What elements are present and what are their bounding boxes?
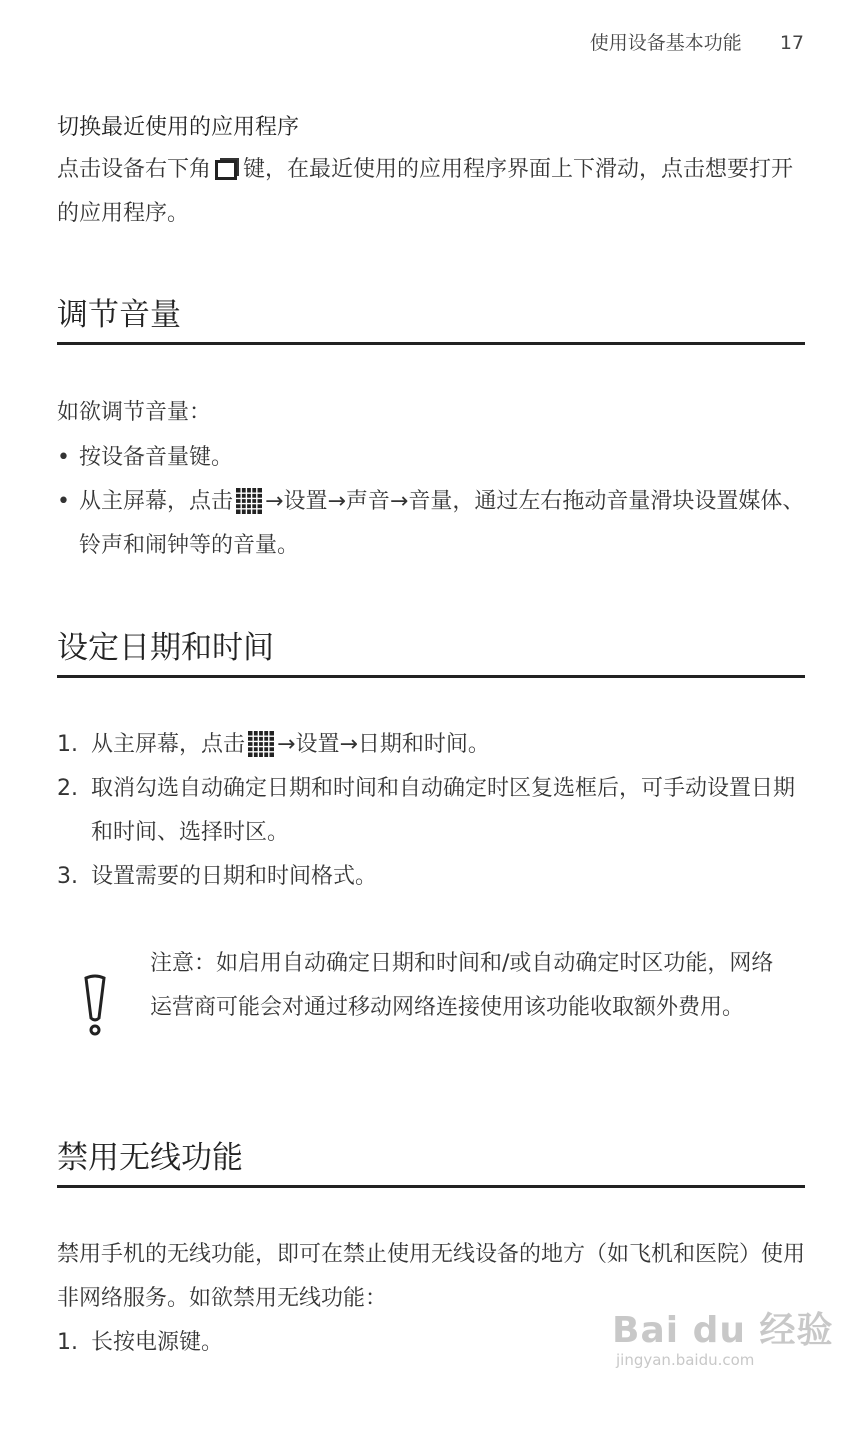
baidu-watermark [612,1302,834,1369]
list-item: 1. 从主屏幕，点击 →设置→日期和时间。 [57,723,807,767]
list-item: • 按设备音量键。 [57,436,807,480]
watermark-brand: Bai du 经验 [612,1310,834,1351]
bullet-text: 按设备音量键。 [79,445,234,470]
step-text: 长按电源键。 [91,1330,224,1355]
header-title: 使用设备基本功能 [589,32,742,54]
recent-apps-icon [215,158,239,180]
step-text: 从主屏幕，点击 →设置→日期和时间。 [91,732,490,757]
page-header [590,28,804,55]
app-grid-icon [248,731,274,757]
list-item: 1. 长按电源键。 [57,1321,807,1365]
exclamation-icon [82,974,108,1038]
recent-apps-body-end: 键，在最近使用的应用程序界面上下滑动，点击想要打开的应用程序。 [57,157,794,226]
watermark-url: jingyan.baidu.com [616,1351,755,1369]
recent-apps-body-start: 点击设备右下角 [57,157,212,182]
volume-intro: 如欲调节音量： [57,400,212,425]
bullet-text: 从主屏幕，点击 →设置→声音→音量，通过左右拖动音量滑块设置媒体、铃声和闹钟等的音量。 [79,489,805,558]
list-item: 2. 取消勾选自动确定日期和时间和自动确定时区复选框后，可手动设置日期和时间、选择时区。 [57,767,807,855]
step-text: 取消勾选自动确定日期和时间和自动确定时区复选框后，可手动设置日期和时间、选择时区。 [91,776,796,845]
note-text: 注意：如启用自动确定日期和时间和/或自动确定时区功能，网络运营商可能会对通过移动网络连接使用该功能收取额外费用。 [150,951,774,1020]
recent-apps-body [57,148,807,236]
wireless-heading: 禁用无线功能 [57,1140,805,1188]
step-text: 设置需要的日期和时间格式。 [91,864,378,889]
app-grid-icon [236,488,262,514]
list-item: 3. 设置需要的日期和时间格式。 [57,855,807,899]
page-number: 17 [779,32,804,54]
wireless-intro: 禁用手机的无线功能，即可在禁止使用无线设备的地方（如飞机和医院）使用非网络服务。如欲禁用无线功能： [57,1242,806,1311]
recent-apps-title: 切换最近使用的应用程序 [57,115,300,140]
datetime-heading: 设定日期和时间 [57,630,805,678]
volume-heading: 调节音量 [57,297,805,345]
list-item: • 从主屏幕，点击 →设置→声音→音量，通过左右拖动音量滑块设置媒体、铃声和闹钟等的音量。 [57,480,807,568]
